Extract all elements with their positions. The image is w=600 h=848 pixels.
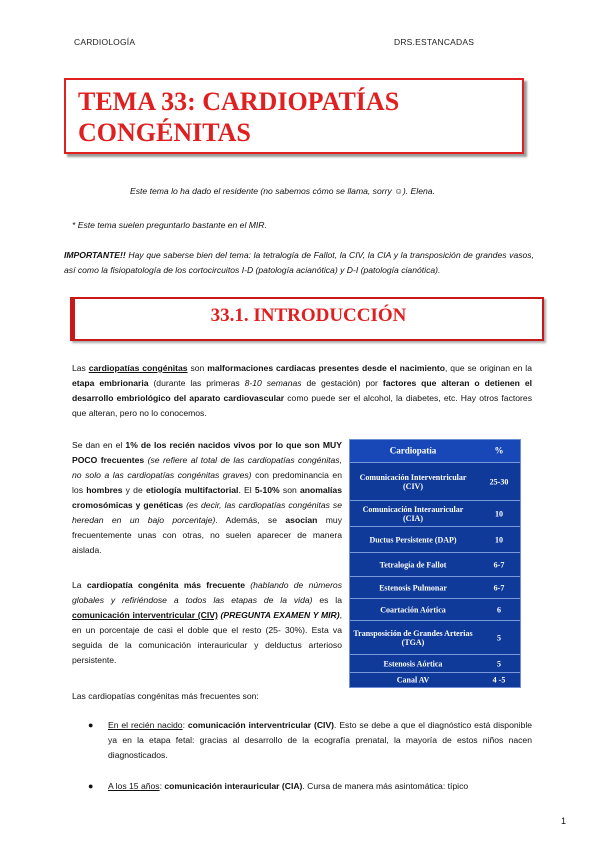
intro-bold: etapa embrionaria bbox=[72, 378, 149, 388]
important-label: IMPORTANTE!! bbox=[64, 250, 126, 260]
para-term: comunicación interventricular (CIV) bbox=[72, 610, 218, 620]
table-cell-percent: 6-7 bbox=[493, 560, 505, 569]
mir-note: * Este tema suelen preguntarlo bastante en el MIR. bbox=[72, 220, 267, 230]
running-header-right: DRS.ESTANCADAS bbox=[394, 37, 475, 47]
para-text: muy frecuentemente unas con otras, no suelen aparecer de manera aislada. bbox=[72, 515, 343, 555]
para-italic: (hablando de números globales y refiriéndose a todos las etapas de la vida) bbox=[72, 580, 343, 605]
table-cell-name: Comunicación Interauricular (CIA) bbox=[362, 504, 464, 523]
section-heading-box bbox=[70, 297, 544, 341]
intro-text: Las bbox=[72, 363, 89, 373]
list-item-sep: : bbox=[159, 781, 165, 791]
para-bold: asocian bbox=[285, 515, 318, 525]
table-row bbox=[350, 462, 520, 500]
list-item-label: A los 15 años bbox=[108, 781, 160, 791]
table-row bbox=[350, 598, 520, 620]
para-bold: hombres bbox=[86, 485, 123, 495]
list-item-text: . Esto se debe a que el diagnóstico está disponible ya en la etapa fetal: gracias al desarrollo de la ecografía prenatal, la mayoría de estos niños nacen diagnosticados. bbox=[108, 720, 533, 760]
para-bold: 1% de los recién nacidos vivos por lo que son MUY POCO frecuentes bbox=[72, 440, 342, 465]
title-line-1: TEMA 33: CARDIOPATÍAS bbox=[78, 87, 400, 116]
list-item-bold: comunicación interauricular (CIA) bbox=[164, 781, 303, 791]
title-line-2: CONGÉNITAS bbox=[78, 118, 251, 147]
table-cell-name: Estenosis Aórtica bbox=[383, 659, 443, 668]
table-row bbox=[350, 672, 520, 687]
table-cell-percent: 4 -5 bbox=[492, 675, 506, 685]
list-item-text: . Cursa de manera más asintomática: típico bbox=[302, 781, 469, 791]
para-bold-italic: (PREGUNTA EXAMEN Y MIR) bbox=[217, 610, 340, 620]
intro-text: como puede ser el alcohol, la diabetes, etc. Hay otros factores que alteran, pero no lo conocemos. bbox=[72, 393, 532, 418]
table-cell-percent: 25-30 bbox=[489, 477, 509, 486]
section-title: 33.1. INTRODUCCIÓN bbox=[210, 305, 407, 326]
most-frequent-paragraph bbox=[72, 578, 342, 668]
para-bold: anomalías cromosómicas y genéticas bbox=[72, 485, 342, 510]
intro-bold: factores que alteran o detienen el desarrollo embriológico del aparato cardiovascular bbox=[72, 378, 532, 403]
page-number: 1 bbox=[561, 816, 567, 826]
table-row bbox=[350, 552, 520, 576]
list-intro: Las cardiopatías congénitas más frecuentes son: bbox=[72, 691, 259, 701]
para-text: son bbox=[279, 485, 300, 495]
table-cell-name: Tetralogía de Fallot bbox=[379, 560, 447, 569]
table-cell-name: Estenosis Pulmonar bbox=[379, 583, 447, 592]
para-text: . El bbox=[238, 485, 255, 495]
table-header-percent: % bbox=[494, 445, 504, 456]
para-italic: (se refiere al total de las cardiopatías congénitas, no solo a las cardiopatías congénitas graves) bbox=[72, 455, 342, 480]
page-title bbox=[78, 86, 508, 148]
table-row bbox=[350, 500, 520, 526]
intro-bold: malformaciones cardiacas presentes desde el nacimiento bbox=[207, 363, 446, 373]
intro-text: , que se originan en la bbox=[445, 363, 532, 373]
para-bold: cardiopatía congénita más frecuente bbox=[86, 580, 245, 590]
list-item-label: En el recién nacido bbox=[108, 720, 183, 730]
para-text: Se dan en el bbox=[72, 440, 126, 450]
running-header-left: CARDIOLOGÍA bbox=[74, 37, 136, 47]
para-bold: 5-10% bbox=[254, 485, 280, 495]
intro-term: cardiopatías congénitas bbox=[88, 363, 188, 373]
table-cell-name: Coartación Aórtica bbox=[380, 605, 446, 614]
bullet-dot-icon: ● bbox=[88, 781, 94, 791]
list-item-sep: : bbox=[182, 720, 188, 730]
table-cell-percent: 6 bbox=[497, 605, 501, 614]
intro-paragraph bbox=[72, 361, 532, 421]
important-text: Hay que saberse bien del tema: la tetralogía de Fallot, la CIV, la CIA y la transposición de grandes vasos, así como la fisiopatología de los cortocircuitos I-D (patología acianótica) y D-I (patología cianótica). bbox=[64, 250, 534, 275]
intro-italic: 8-10 semanas bbox=[244, 378, 302, 388]
table-row bbox=[350, 526, 520, 552]
table-cell-percent: 6-7 bbox=[493, 583, 505, 592]
bullet-dot-icon: ● bbox=[88, 720, 94, 730]
table-header-cardiopatia: Cardiopatía bbox=[389, 445, 437, 456]
para-italic: (es decir, las cardiopatías congénitas se heredan en un bajo porcentaje) bbox=[72, 500, 342, 525]
para-text: con predominancia en los bbox=[72, 470, 342, 495]
intro-text: (durante las primeras bbox=[148, 378, 245, 388]
list-item bbox=[108, 779, 532, 794]
para-text: , en un porcentaje de casi el doble que el resto (25- 30%). Esta va seguida de la comunicación interauricular y delductus arterioso persistente. bbox=[72, 610, 343, 665]
intro-text: son bbox=[187, 363, 208, 373]
important-note bbox=[64, 248, 534, 278]
table-row bbox=[350, 576, 520, 598]
table-cell-percent: 5 bbox=[497, 633, 501, 642]
table-cell-percent: 10 bbox=[495, 509, 503, 518]
cardiopathy-frequency-table bbox=[349, 439, 521, 688]
table-cell-percent: 10 bbox=[495, 535, 503, 544]
table-row bbox=[350, 654, 520, 672]
para-text: . Además, se bbox=[215, 515, 286, 525]
table-header-row bbox=[350, 440, 520, 462]
table-cell-name: Canal AV bbox=[396, 675, 430, 685]
table-cell-name: Transposición de Grandes Arterias (TGA) bbox=[353, 628, 473, 647]
table-cell-name: Ductus Persistente (DAP) bbox=[369, 535, 457, 544]
para-text: La bbox=[72, 580, 87, 590]
table-row bbox=[350, 620, 520, 654]
frequency-paragraph bbox=[72, 438, 342, 558]
para-text: es la bbox=[312, 595, 343, 605]
title-box bbox=[64, 78, 524, 154]
intro-text: de gestación) por bbox=[301, 378, 383, 388]
para-bold: etiología multifactorial bbox=[145, 485, 239, 495]
table-cell-name: Comunicación Interventricular (CIV) bbox=[359, 472, 467, 491]
list-item bbox=[108, 718, 532, 763]
table-cell-percent: 5 bbox=[497, 659, 501, 668]
list-item-bold: comunicación interventricular (CIV) bbox=[187, 720, 335, 730]
credit-line: Este tema lo ha dado el residente (no sabemos cómo se llama, sorry ☺). Elena. bbox=[130, 186, 435, 196]
para-text: y de bbox=[122, 485, 146, 495]
